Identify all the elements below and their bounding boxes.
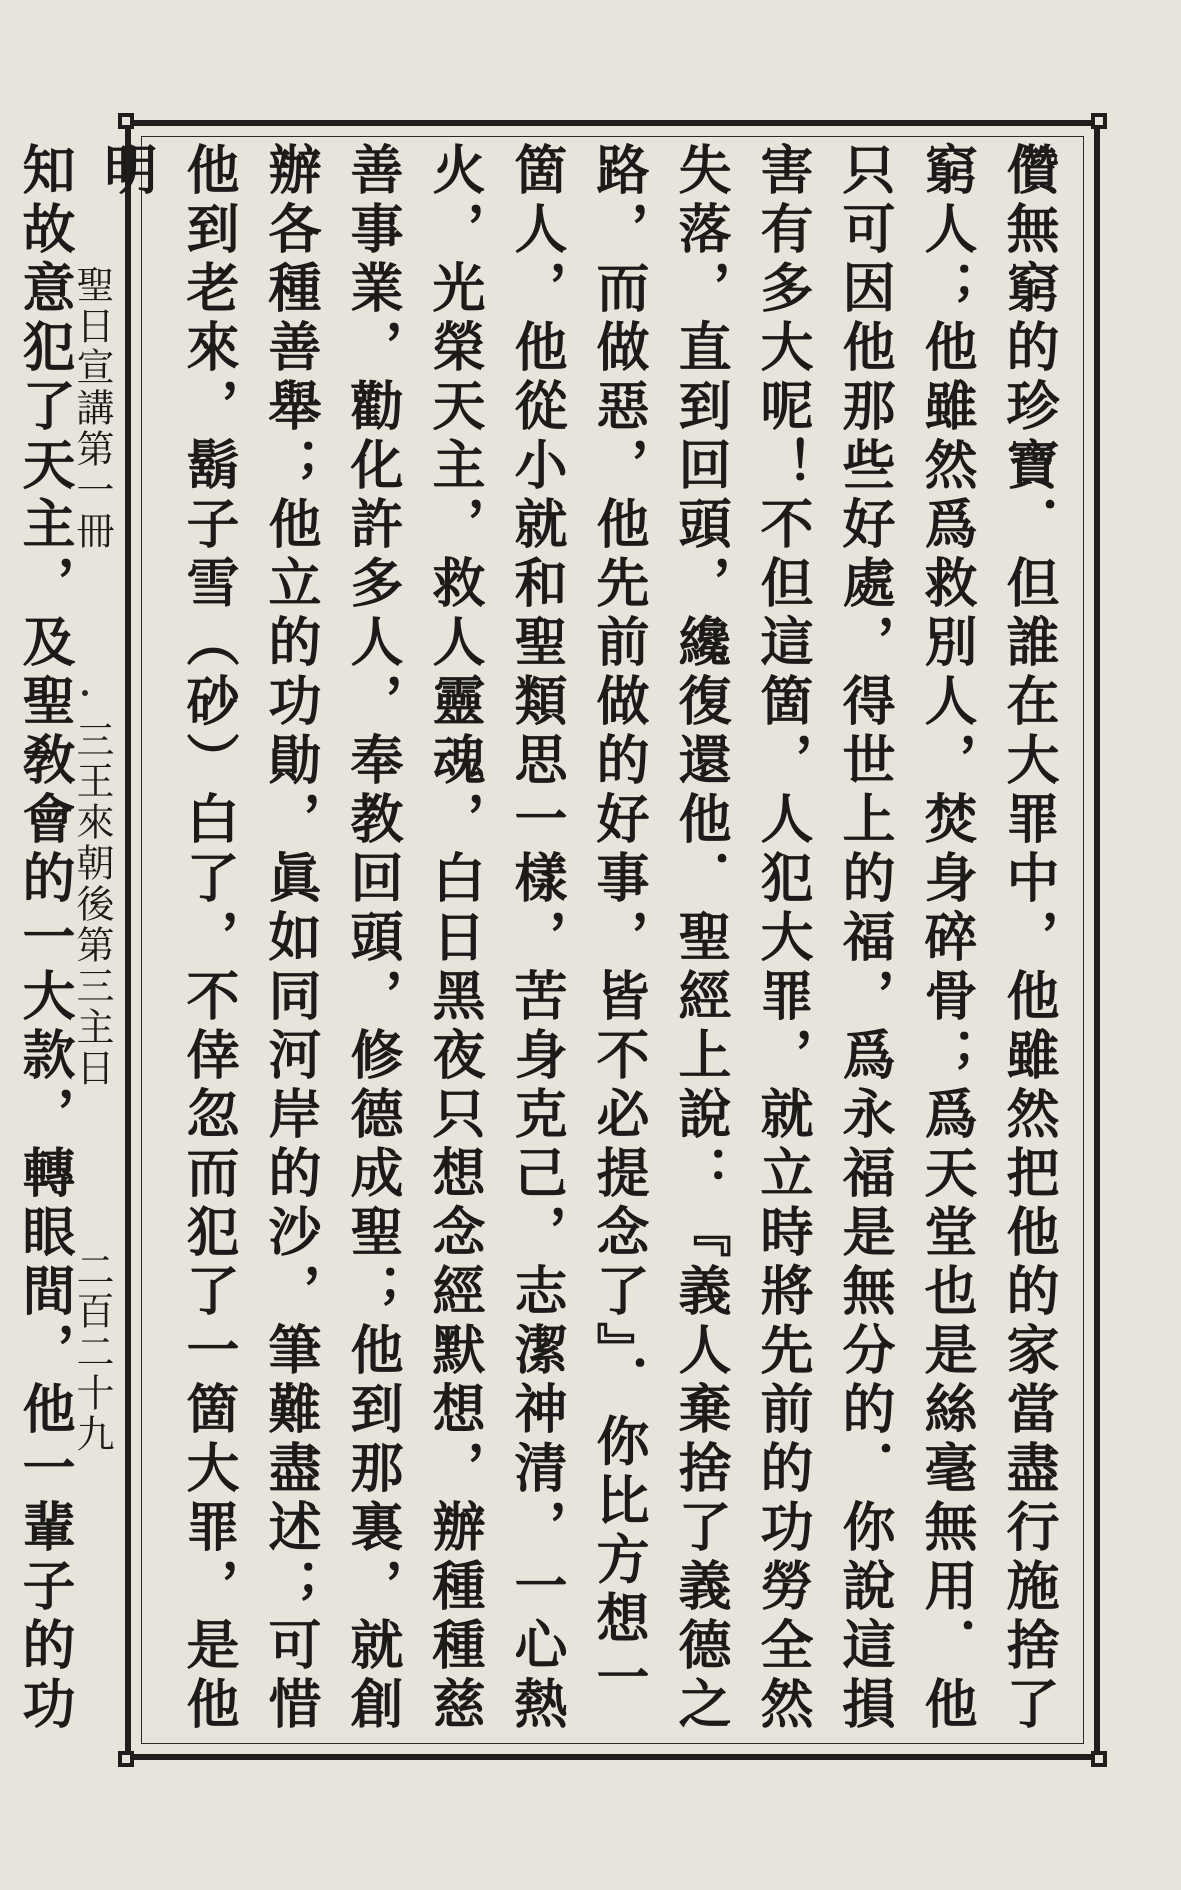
page-number: 二百二十九: [70, 1250, 114, 1455]
frame-corner-ornament: [1091, 113, 1107, 129]
frame-corner-ornament: [1091, 1751, 1107, 1767]
text-column: 箇人，他從小就和聖類思一樣，苦身克己，志潔神清，一心熱: [506, 142, 568, 1735]
frame-corner-ornament: [118, 1751, 134, 1767]
text-column: 只可因他那些好處，得世上的福，爲永福是無分的．你說這損: [834, 142, 896, 1735]
text-column: 辦各種善舉；他立的功勛，眞如同河岸的沙，筆難盡述；可惜: [260, 142, 322, 1735]
book-title: 聖日宣講第一冊: [70, 265, 114, 552]
text-column: 他到老來，鬍子雪（砂）白了，不倖忽而犯了一箇大罪，是他明: [96, 142, 240, 1735]
text-column: 知故意犯了天主，及聖敎會的一大款，轉眼間，他一輩子的功: [14, 142, 76, 1735]
chapter-title: 三王來朝後第三主日: [70, 720, 114, 1089]
text-column: 儹無窮的珍寶．但誰在大罪中，他雖然把他的家當盡行施捨了: [998, 142, 1060, 1735]
text-column: 善事業，勸化許多人，奉教回頭，修德成聖；他到那裏，就創: [342, 142, 404, 1735]
text-column: 火，光榮天主，救人靈魂，白日黑夜只想念經默想，辦種種慈: [424, 142, 486, 1735]
text-column: 路，而做惡，他先前做的好事，皆不必提念了』．你比方想一: [588, 142, 650, 1709]
frame-corner-ornament: [118, 113, 134, 129]
text-column: 窮人；他雖然爲救別人，焚身碎骨；爲天堂也是絲毫無用．他: [916, 142, 978, 1735]
text-column: 害有多大呢！不但這箇，人犯大罪，就立時將先前的功勞全然: [752, 142, 814, 1735]
margin-dot: [82, 690, 88, 696]
text-column: 失落，直到回頭，纔復還他．聖經上說：『義人棄捨了義德之: [670, 142, 732, 1735]
